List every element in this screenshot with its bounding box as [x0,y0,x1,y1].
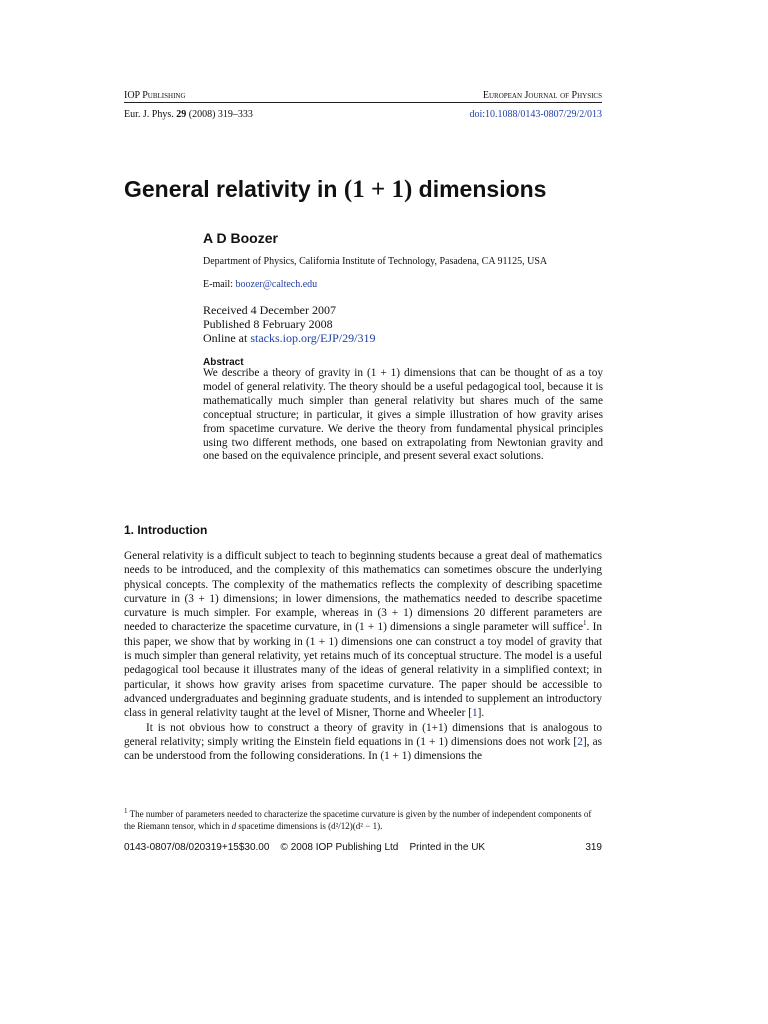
online-label: Online at [203,331,248,345]
citation-suffix: (2008) 319–333 [188,109,253,120]
footnote-formula: d²/12)(d² − 1). [331,821,383,831]
page-number: 319 [585,842,602,853]
citation-prefix: Eur. J. Phys. [124,109,174,120]
p1-text-b: . In this paper, we show that by working in (1 + 1) dimensions one can construct a toy model of gravity that is much simpler than general relativity, yet retains much of its conceptual structure. The model is a useful pedagogical tool because it illustrates many of the ideas of general relativity in a simplified context; in particular, it shows how gravity arises from spacetime curvature. The paper should be accessible to advanced undergraduates and beginning graduate students, and is intended to supplement an introductory class in general relativity taught at the level of Misner, Thorne and Wheeler [ [124,621,602,720]
title-text-before: General relativity in [124,176,338,202]
email-label: E-mail: [203,279,233,290]
footer-printed: Printed in the UK [409,842,486,853]
footnote-number: 1 [124,807,128,815]
journal-name: European Journal of Physics [482,90,602,101]
section-heading: 1. Introduction [124,523,208,537]
body-text [124,549,602,763]
footnote [124,808,602,832]
paragraph-2 [124,721,602,764]
p1-text-c: ]. [477,707,485,720]
reference-link-2[interactable]: 2 [577,735,583,748]
footnote-text-a: The number of parameters needed to characterize the spacetime curvature is given by the number of independent components of the Riemann tensor, which in [124,809,592,831]
published-date: Published 8 February 2008 [203,317,333,331]
received-date: Received 4 December 2007 [203,303,336,317]
online-line [203,331,375,346]
footer-code: 0143-0807/08/020319+15$30.00 [124,842,270,853]
citation-volume: 29 [176,109,187,120]
title-text-after: dimensions [418,176,547,202]
abstract-text: We describe a theory of gravity in (1 + 1) dimensions that can be thought of as a toy model of general relativity. The theory should be a useful pedagogical tool, because it is mathematically much simpler than general relativity but shares much of the same conceptual structure; in particular, it gives a simple illustration of how gravity arises from spacetime curvature. We derive the theory from fundamental physical principles using two different methods, one based on extrapolating from Newtonian gravity and one based on the equivalence principle, and present several exact solutions. [203,367,603,463]
doi-link[interactable]: doi:10.1088/0143-0807/29/2/013 [469,109,602,120]
footnote-text-b: spacetime dimensions is ( [238,821,332,831]
article-title [124,176,546,204]
affiliation: Department of Physics, California Institute of Technology, Pasadena, CA 91125, USA [203,256,548,267]
p2-text-b: ], as can be understood from the following considerations. In (1 + 1) dimensions the [124,735,602,763]
footnote-d: d [231,821,237,831]
author-name: A D Boozer [203,230,278,246]
abstract-heading: Abstract [203,357,244,368]
paragraph-1 [124,549,602,721]
email-line [203,279,317,290]
title-math: (1 + 1) [343,176,413,203]
online-link[interactable]: stacks.iop.org/EJP/29/319 [250,331,376,345]
email-link[interactable]: boozer@caltech.edu [235,279,318,290]
header-rule [124,102,602,103]
reference-link-1[interactable]: 1 [471,707,478,720]
page-footer [124,842,602,853]
footer-copyright: © 2008 IOP Publishing Ltd [280,842,399,853]
citation [124,109,253,120]
p1-text-a: General relativity is a difficult subject to teach to beginning students because a great deal of mathematics needs to be introduced, and the complexity of this mathematics can sometimes obscure the underlying physical concepts. The complexity of the mathematics reflects the complexity of describing spacetime curvature in (3 + 1) dimensions; in lower dimensions, the mathematics needed to describe spacetime curvature is much simpler. For example, whereas in (3 + 1) dimensions 20 different parameters are needed to characterize the spacetime curvature, in (1 + 1) dimensions a single parameter will suffice [124,550,602,634]
p2-text-a: It is not obvious how to construct a theory of gravity in (1+1) dimensions that is analogous to general relativity; simply writing the Einstein field equations in (1 + 1) dimensions does not work [ [124,721,602,748]
publisher-name: IOP Publishing [124,90,186,101]
footnote-marker[interactable]: 1 [583,619,587,628]
